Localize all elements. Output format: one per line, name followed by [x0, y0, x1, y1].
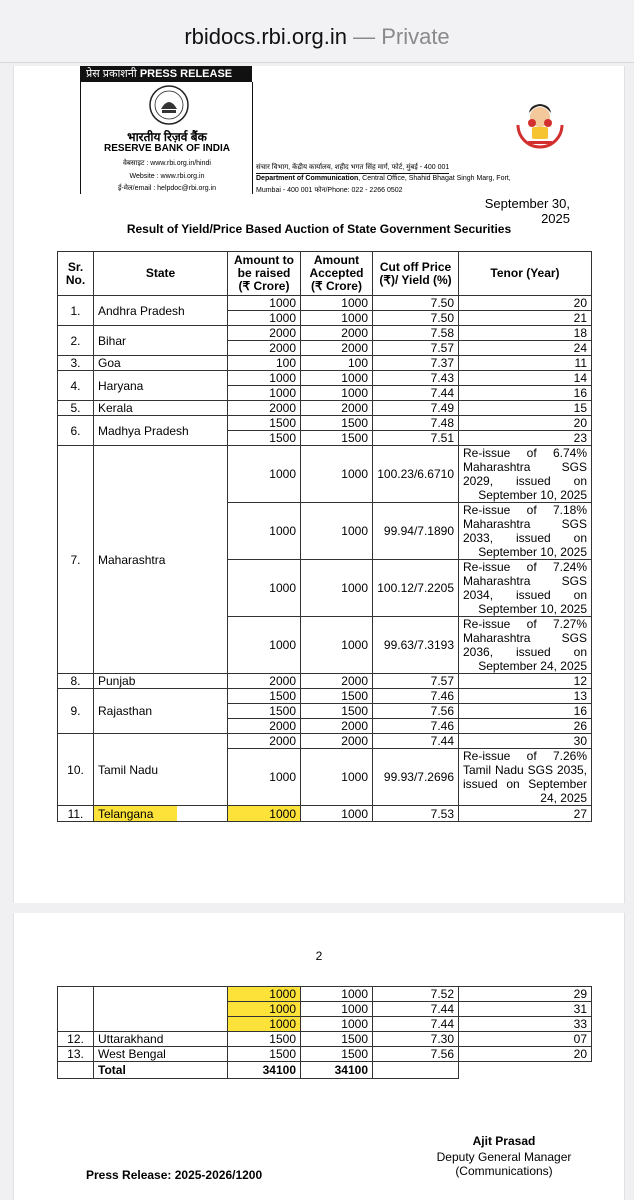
cell-accepted: 2000	[301, 734, 373, 749]
cell-state: West Bengal	[94, 1047, 228, 1062]
table-row	[58, 806, 592, 822]
cell-amount: 1500	[228, 416, 301, 431]
continued-table-wrap	[57, 986, 592, 1079]
cell-cutoff: 7.57	[373, 341, 459, 356]
cell-tenor: 33	[459, 1017, 592, 1032]
cell-amount: 2000	[228, 734, 301, 749]
cell-accepted: 1000	[301, 386, 373, 401]
cell-tenor: 24	[459, 341, 592, 356]
dept-address-rest: , Central Office, Shahid Bhagat Singh Marg, Fort,	[358, 175, 511, 182]
url-host: rbidocs.rbi.org.in	[184, 24, 347, 49]
press-release-hi: प्रेस प्रकाशनी	[86, 68, 137, 80]
cell-state: Punjab	[94, 674, 228, 689]
cell-cutoff: 7.53	[373, 806, 459, 822]
cell-accepted: 1500	[301, 1032, 373, 1047]
cell-amount-highlighted: 1000	[228, 1002, 301, 1017]
cell-amount: 1000	[228, 617, 301, 674]
cell-empty	[373, 1062, 459, 1079]
cell-accepted: 2000	[301, 326, 373, 341]
bank-name-en: RESERVE BANK OF INDIA	[104, 143, 230, 154]
signatory-designation: Deputy General Manager	[436, 1150, 572, 1164]
header-amount-accepted: Amount Accepted (₹ Crore)	[301, 252, 373, 296]
table-header-row	[58, 252, 592, 296]
rbi-emblem	[149, 85, 189, 125]
cell-empty	[459, 1062, 592, 1079]
cell-cutoff: 7.37	[373, 356, 459, 371]
table-row	[58, 987, 592, 1002]
header-tenor: Tenor (Year)	[459, 252, 592, 296]
cell-tenor: 16	[459, 704, 592, 719]
cell-cutoff: 7.44	[373, 1002, 459, 1017]
cell-amount-highlighted: 1000	[228, 806, 301, 822]
cell-accepted: 1000	[301, 987, 373, 1002]
cell-amount: 1000	[228, 386, 301, 401]
table-row	[58, 734, 592, 749]
website-en: Website : www.rbi.org.in	[129, 173, 205, 180]
cell-accepted: 1500	[301, 1047, 373, 1062]
header-rule-left	[80, 82, 81, 194]
cell-accepted: 1500	[301, 689, 373, 704]
cell-sr: 7.	[58, 446, 94, 674]
cell-amount: 1000	[228, 311, 301, 326]
cell-accepted: 100	[301, 356, 373, 371]
cell-tenor: 14	[459, 371, 592, 386]
cell-tenor-note: Re-issue of 7.24% Maharashtra SGS 2034, issued on September 10, 2025	[459, 560, 592, 617]
cell-tenor-note: Re-issue of 7.18% Maharashtra SGS 2033, issued on September 10, 2025	[459, 503, 592, 560]
cell-sr: 1.	[58, 296, 94, 326]
total-row	[58, 1062, 592, 1079]
cell-tenor: 29	[459, 987, 592, 1002]
cell-state: Kerala	[94, 401, 228, 416]
dept-address-hi: संचार विभाग, केंद्रीय कार्यालय, शहीद भगत सिंह मार्ग, फोर्ट, मुंबई - 400 001	[256, 163, 449, 174]
cell-amount: 2000	[228, 326, 301, 341]
cell-amount: 1500	[228, 1047, 301, 1062]
dept-name: Department of Communication	[256, 175, 359, 182]
table-row	[58, 446, 592, 503]
private-label: — Private	[353, 24, 450, 49]
cell-accepted: 1500	[301, 704, 373, 719]
cell-sr: 8.	[58, 674, 94, 689]
table-row	[58, 1032, 592, 1047]
cell-sr: 5.	[58, 401, 94, 416]
cell-sr: 13.	[58, 1047, 94, 1062]
cell-state: Rajasthan	[94, 689, 228, 734]
cell-accepted: 1000	[301, 311, 373, 326]
cell-tenor: 11	[459, 356, 592, 371]
cell-sr: 4.	[58, 371, 94, 401]
cell-sr	[58, 987, 94, 1032]
cell-cutoff: 99.94/7.1890	[373, 503, 459, 560]
cell-accepted: 2000	[301, 341, 373, 356]
cell-cutoff: 7.56	[373, 704, 459, 719]
cell-sr: 3.	[58, 356, 94, 371]
cell-tenor: 30	[459, 734, 592, 749]
cell-tenor-note: Re-issue of 7.27% Maharashtra SGS 2036, issued on September 24, 2025	[459, 617, 592, 674]
cell-tenor: 16	[459, 386, 592, 401]
cell-accepted: 1000	[301, 806, 373, 822]
signatory-dept: (Communications)	[455, 1164, 553, 1178]
cell-cutoff: 100.23/6.6710	[373, 446, 459, 503]
cell-accepted: 1000	[301, 371, 373, 386]
cell-accepted: 1500	[301, 416, 373, 431]
cell-tenor: 20	[459, 416, 592, 431]
cell-tenor-note: Re-issue of 6.74% Maharashtra SGS 2029, issued on September 10, 2025	[459, 446, 592, 503]
cell-amount: 2000	[228, 401, 301, 416]
cell-tenor: 18	[459, 326, 592, 341]
cell-cutoff: 100.12/7.2205	[373, 560, 459, 617]
cell-accepted: 1000	[301, 560, 373, 617]
cell-accepted: 1000	[301, 1017, 373, 1032]
cell-state: Uttarakhand	[94, 1032, 228, 1047]
cell-state: Andhra Pradesh	[94, 296, 228, 326]
cell-accepted: 1000	[301, 503, 373, 560]
cell-tenor: 21	[459, 311, 592, 326]
cell-sr: 12.	[58, 1032, 94, 1047]
cell-tenor: 23	[459, 431, 592, 446]
total-accepted: 34100	[301, 1062, 373, 1079]
cell-cutoff: 7.52	[373, 987, 459, 1002]
cell-sr: 6.	[58, 416, 94, 446]
cell-cutoff: 7.51	[373, 431, 459, 446]
dept-phone: Mumbai - 400 001 फोन/Phone: 022 - 2266 0502	[256, 187, 403, 194]
continued-results-table	[57, 986, 592, 1079]
cell-cutoff: 7.49	[373, 401, 459, 416]
cell-state: Maharashtra	[94, 446, 228, 674]
cell-tenor: 20	[459, 1047, 592, 1062]
cell-amount: 1500	[228, 1032, 301, 1047]
cell-amount: 1500	[228, 431, 301, 446]
cell-accepted: 1000	[301, 617, 373, 674]
header-cutoff: Cut off Price (₹)/ Yield (%)	[373, 252, 459, 296]
cell-cutoff: 7.58	[373, 326, 459, 341]
cell-accepted: 1000	[301, 446, 373, 503]
page-number: 2	[315, 949, 323, 963]
cell-amount: 2000	[228, 719, 301, 734]
total-label: Total	[94, 1062, 228, 1079]
cell-accepted: 2000	[301, 401, 373, 416]
cell-accepted: 1000	[301, 749, 373, 806]
cell-state: Tamil Nadu	[94, 734, 228, 806]
cell-tenor-note: Re-issue of 7.26% Tamil Nadu SGS 2035, issued on September 24, 2025	[459, 749, 592, 806]
cell-cutoff: 7.44	[373, 734, 459, 749]
cell-amount-highlighted: 1000	[228, 987, 301, 1002]
cell-amount: 1000	[228, 749, 301, 806]
cell-tenor: 07	[459, 1032, 592, 1047]
cell-tenor: 31	[459, 1002, 592, 1017]
cell-cutoff: 7.56	[373, 1047, 459, 1062]
cell-amount: 1000	[228, 371, 301, 386]
cell-cutoff: 7.30	[373, 1032, 459, 1047]
press-release-number: Press Release: 2025-2026/1200	[86, 1168, 263, 1182]
cell-amount: 2000	[228, 341, 301, 356]
cell-cutoff: 7.44	[373, 1017, 459, 1032]
campaign-logo	[510, 91, 570, 153]
cell-state: Bihar	[94, 326, 228, 356]
table-row	[58, 401, 592, 416]
state-highlight: Telangana	[94, 806, 177, 822]
cell-cutoff: 7.57	[373, 674, 459, 689]
press-release-en: PRESS RELEASE	[139, 68, 233, 80]
total-amount: 34100	[228, 1062, 301, 1079]
table-row	[58, 296, 592, 311]
cell-amount-highlighted: 1000	[228, 1017, 301, 1032]
cell-tenor: 27	[459, 806, 592, 822]
cell-state: Madhya Pradesh	[94, 416, 228, 446]
table-row	[58, 371, 592, 386]
release-date: September 30, 2025	[484, 196, 570, 226]
table-row	[58, 689, 592, 704]
cell-amount: 1000	[228, 296, 301, 311]
cell-empty	[58, 1062, 94, 1079]
cell-cutoff: 7.46	[373, 689, 459, 704]
cell-amount: 1500	[228, 689, 301, 704]
cell-tenor: 26	[459, 719, 592, 734]
cell-accepted: 2000	[301, 674, 373, 689]
cell-tenor: 20	[459, 296, 592, 311]
cell-accepted: 1500	[301, 431, 373, 446]
cell-state: Haryana	[94, 371, 228, 401]
cell-amount: 2000	[228, 674, 301, 689]
header-sr: Sr. No.	[58, 252, 94, 296]
bank-name-hi: भारतीय रिज़र्व बैंक	[127, 130, 207, 144]
cell-amount: 1500	[228, 704, 301, 719]
cell-sr: 9.	[58, 689, 94, 734]
browser-address-bar[interactable]	[0, 0, 634, 63]
document-page-1	[13, 66, 625, 903]
cell-cutoff: 99.93/7.2696	[373, 749, 459, 806]
cell-amount: 100	[228, 356, 301, 371]
cell-cutoff: 7.46	[373, 719, 459, 734]
email-line[interactable]: ई-मेल/email : helpdoc@rbi.org.in	[117, 185, 217, 192]
cell-sr: 2.	[58, 326, 94, 356]
auction-results-table	[57, 251, 592, 822]
website-hi: वेबसाइट : www.rbi.org.in/hindi	[123, 160, 211, 167]
press-release-band	[80, 66, 252, 82]
cell-sr: 10.	[58, 734, 94, 806]
cell-state	[94, 987, 228, 1032]
cell-state: Goa	[94, 356, 228, 371]
url-text[interactable]	[0, 24, 634, 50]
cell-tenor: 13	[459, 689, 592, 704]
cell-cutoff: 7.50	[373, 311, 459, 326]
cell-accepted: 2000	[301, 719, 373, 734]
cell-amount: 1000	[228, 560, 301, 617]
cell-tenor: 12	[459, 674, 592, 689]
table-row	[58, 674, 592, 689]
auction-results-table-wrap	[57, 251, 592, 822]
document-page-2	[13, 913, 625, 1200]
cell-tenor: 15	[459, 401, 592, 416]
header-state: State	[94, 252, 228, 296]
table-row	[58, 326, 592, 341]
table-row	[58, 1047, 592, 1062]
table-row	[58, 416, 592, 431]
table-row	[58, 356, 592, 371]
header-rule-right	[252, 82, 253, 194]
cell-accepted: 1000	[301, 1002, 373, 1017]
cell-state	[94, 806, 228, 822]
cell-sr: 11.	[58, 806, 94, 822]
cell-amount: 1000	[228, 503, 301, 560]
cell-cutoff: 99.63/7.3193	[373, 617, 459, 674]
cell-cutoff: 7.48	[373, 416, 459, 431]
cell-cutoff: 7.44	[373, 386, 459, 401]
cell-cutoff: 7.43	[373, 371, 459, 386]
cell-amount: 1000	[228, 446, 301, 503]
cell-cutoff: 7.50	[373, 296, 459, 311]
cell-accepted: 1000	[301, 296, 373, 311]
header-amount-raised: Amount to be raised (₹ Crore)	[228, 252, 301, 296]
document-title: Result of Yield/Price Based Auction of State Government Securities	[126, 222, 512, 236]
signatory-name: Ajit Prasad	[472, 1134, 536, 1148]
dept-address-en	[256, 175, 511, 182]
